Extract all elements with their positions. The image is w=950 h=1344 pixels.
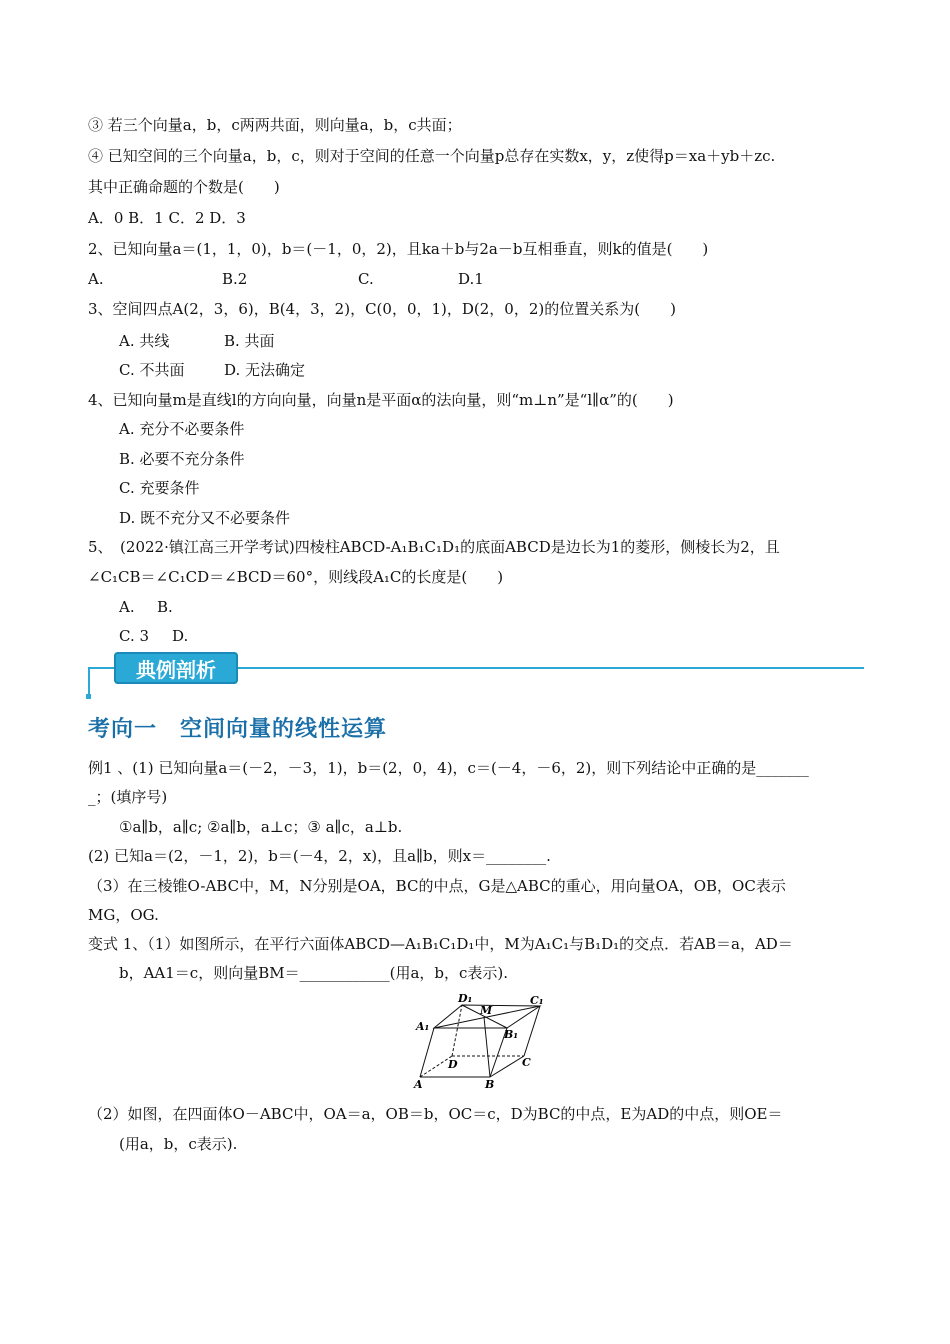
example-1-part-3-cont: MG，OG. <box>88 906 159 924</box>
banner-dot <box>86 694 91 699</box>
question-5-option-d: D. <box>172 627 189 645</box>
question-4-option-d: D. 既不充分又不必要条件 <box>119 509 291 527</box>
example-1-part-1-cont: _；(填序号) <box>88 788 168 806</box>
label-b: B <box>485 1078 495 1091</box>
question-2-option-d: D.1 <box>458 270 484 288</box>
proposition-3: ③ 若三个向量a，b，c两两共面，则向量a，b，c共面； <box>88 116 462 134</box>
question-3: 3、空间四点A(2，3，6)，B(4，3，2)，C(0，0，1)，D(2，0，2)的位置关系为( ) <box>88 300 676 318</box>
segment-bm <box>484 1017 490 1077</box>
section-banner <box>88 650 864 700</box>
edge-dd1 <box>452 1005 462 1056</box>
banner-title: 典例剖析 <box>114 652 238 684</box>
variant-1-part-2: （2）如图，在四面体O－ABC中，OA＝a，OB＝b，OC＝c，D为BC的中点，E为AD的中点，则OE＝ <box>88 1105 783 1123</box>
question-1-options: A．0 B．1 C．2 D．3 <box>88 209 246 227</box>
label-c: C <box>522 1056 531 1069</box>
question-3-option-d: D. 无法确定 <box>224 361 306 379</box>
edge-cc1 <box>524 1006 540 1056</box>
question-4: 4、已知向量m是直线l的方向向量，向量n是平面α的法向量，则“m⊥n”是“l∥α”的( ) <box>88 391 674 409</box>
question-2-option-a: A. <box>88 270 104 288</box>
label-b1: B₁ <box>504 1028 519 1041</box>
parallelepiped-figure <box>412 992 552 1092</box>
example-1-choices: ①a∥b，a∥c; ②a∥b，a⊥c；③ a∥c，a⊥b. <box>119 818 403 836</box>
example-1-part-3: （3）在三棱锥O-ABC中，M，N分别是OA，BC的中点，G是△ABC的重心，用向量OA，OB，OC表示 <box>88 877 786 895</box>
variant-1-part-1: 变式 1、（1）如图所示，在平行六面体ABCD—A₁B₁C₁D₁中，M为A₁C₁与B₁D₁的交点．若AB＝a，AD＝ <box>88 935 793 953</box>
question-5: 5、 (2022·镇江高三开学考试)四棱柱ABCD-A₁B₁C₁D₁的底面ABCD是边长为1的菱形，侧棱长为2，且 <box>88 538 780 556</box>
label-c1: C₁ <box>530 994 544 1007</box>
question-2-option-c: C. <box>358 270 374 288</box>
question-5-cont: ∠C₁CB＝∠C₁CD＝∠BCD＝60°，则线段A₁C的长度是( ) <box>88 568 504 586</box>
question-2: 2、已知向量a＝(1，1，0)，b＝(－1，0，2)，且ka＋b与2a－b互相垂直，则k的值是( ) <box>88 240 709 258</box>
question-3-option-a: A. 共线 <box>119 332 170 350</box>
label-d: D <box>448 1058 458 1071</box>
question-4-option-c: C. 充要条件 <box>119 479 200 497</box>
example-1-part-1: 例1 、(1) 已知向量a＝(－2，－3，1)，b＝(2，0，4)，c＝(－4，－6，2)，则下列结论中正确的是_______ <box>88 759 809 777</box>
section-heading: 考向一 空间向量的线性运算 <box>88 717 388 742</box>
variant-1-part-1-cont: b，AA1＝c，则向量BM＝____________(用a，b，c表示). <box>119 964 509 982</box>
question-2-option-b: B.2 <box>222 270 248 288</box>
label-a1: A₁ <box>416 1020 430 1033</box>
question-4-option-b: B. 必要不充分条件 <box>119 450 245 468</box>
variant-1-part-2-cont: (用a，b，c表示). <box>119 1135 238 1153</box>
question-1-prompt: 其中正确命题的个数是( ) <box>88 178 280 196</box>
question-5-option-b: B. <box>157 598 173 616</box>
edge-aa1 <box>420 1028 434 1077</box>
edge-bc <box>490 1056 524 1077</box>
example-1-part-2: (2) 已知a＝(2，－1，2)，b＝(－4，2，x)，且a∥b，则x＝________. <box>88 847 551 865</box>
label-d1: D₁ <box>458 992 473 1005</box>
question-5-option-c: C. 3 <box>119 627 150 645</box>
question-4-option-a: A. 充分不必要条件 <box>119 420 245 438</box>
banner-vbar <box>88 667 90 697</box>
proposition-4: ④ 已知空间的三个向量a，b，c，则对于空间的任意一个向量p总存在实数x，y，z使得p＝xa＋yb＋zc. <box>88 147 776 165</box>
question-3-option-c: C. 不共面 <box>119 361 185 379</box>
question-3-option-b: B. 共面 <box>224 332 275 350</box>
question-5-option-a: A. <box>119 598 135 616</box>
label-a: A <box>414 1078 423 1091</box>
label-m: M <box>480 1004 493 1017</box>
